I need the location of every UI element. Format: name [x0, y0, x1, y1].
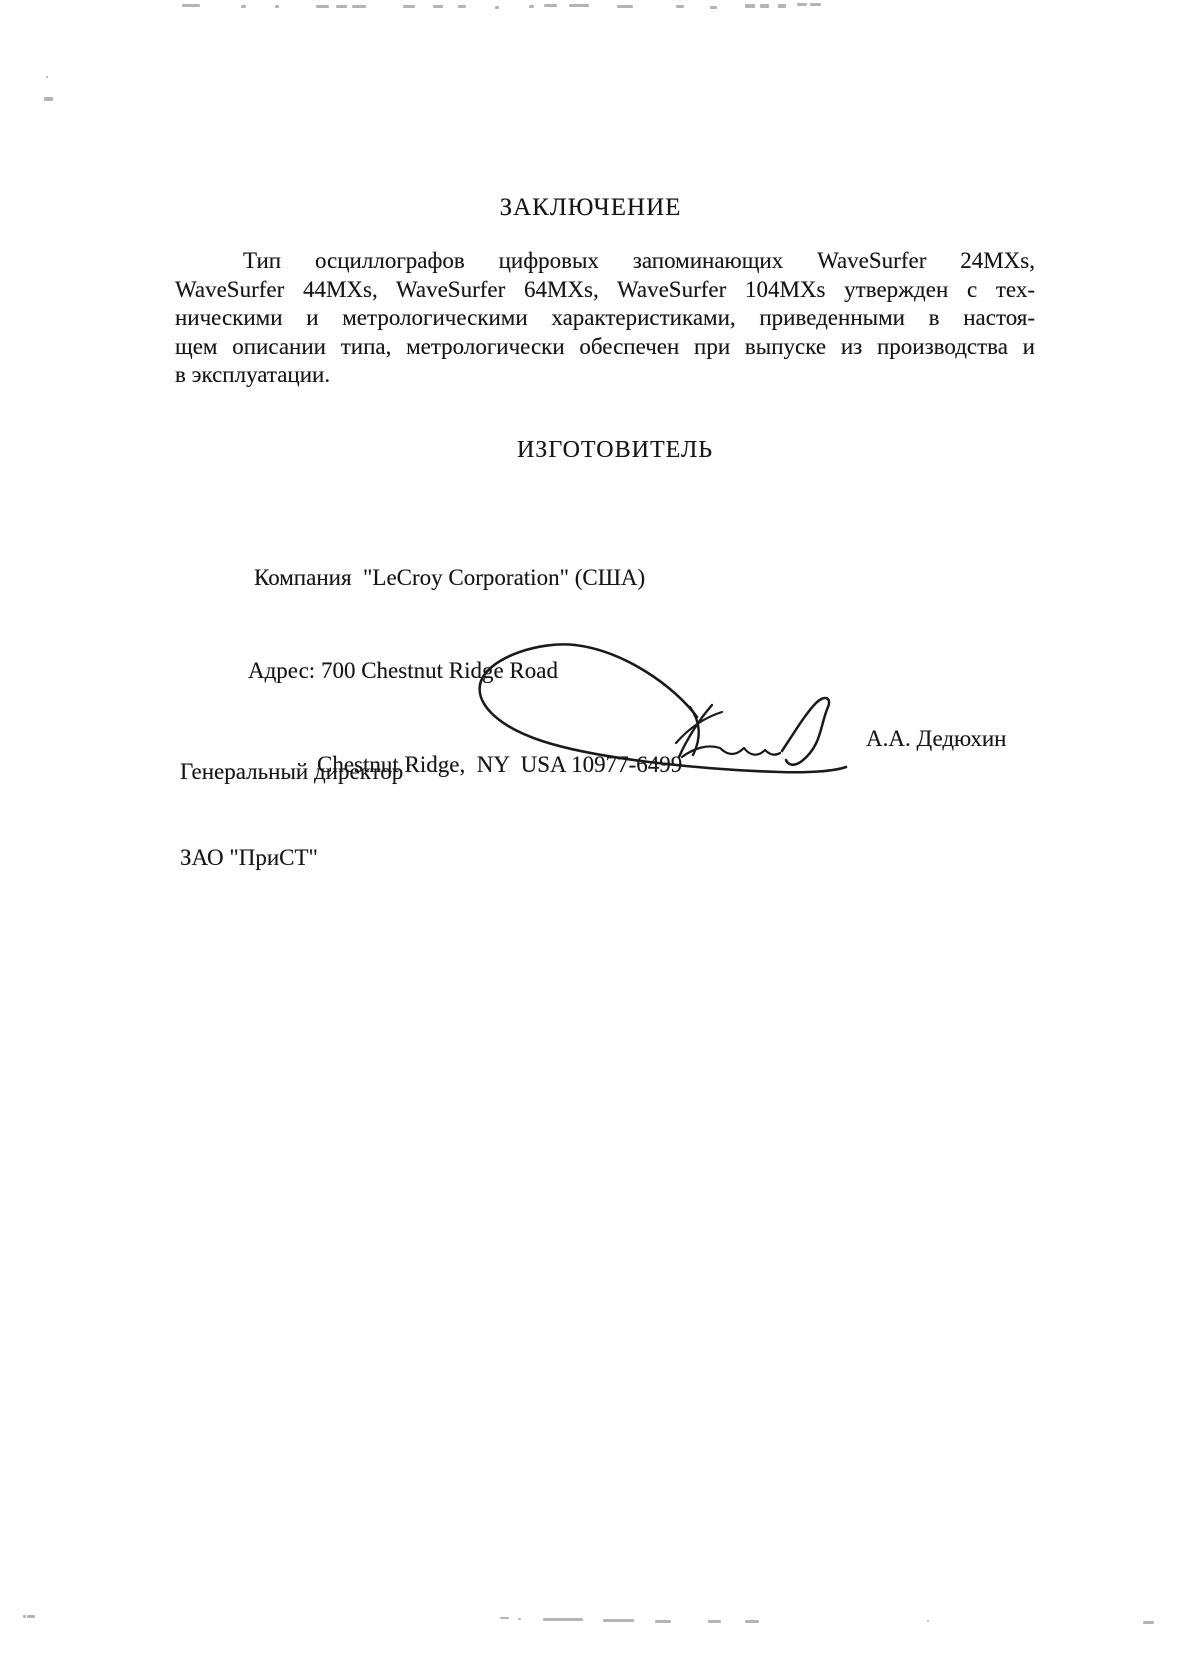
scan-artifact-mark	[336, 5, 347, 8]
manufacturer-heading: ИЗГОТОВИТЕЛЬ	[516, 437, 714, 463]
scan-artifact-mark	[676, 5, 684, 8]
scan-artifact-mark	[316, 5, 329, 8]
scan-artifact-mark	[529, 5, 534, 8]
scan-artifact-mark	[275, 5, 279, 8]
scan-artifact-mark	[403, 5, 415, 8]
scan-artifact-mark	[778, 4, 786, 8]
scan-artifact-mark	[710, 6, 717, 9]
paragraph-line: WaveSurfer 44MXs, WaveSurfer 64MXs, WaveSurfer 104MXs утвержден с тех-	[175, 276, 1035, 302]
scan-artifact-mark	[810, 3, 821, 6]
manufacturer-address1: Адрес: 700 Chestnut Ridge Road	[248, 658, 558, 684]
paragraph-line: в эксплуатации.	[175, 362, 331, 388]
document-title: ЗАКЛЮЧЕНИЕ	[499, 194, 682, 221]
scan-artifact-mark	[518, 1618, 521, 1620]
signatory-position	[180, 701, 403, 930]
paragraph-line: ническими и метрологическими характеристиками, приведенными в настоя-	[175, 305, 1035, 331]
scan-artifact-mark	[708, 1620, 721, 1623]
paragraph-line: щем описании типа, метрологически обеспечен при выпуске из производства и	[175, 333, 1035, 359]
scan-artifact-mark	[458, 5, 466, 8]
scan-artifact-mark	[182, 4, 200, 7]
manufacturer-company: Компания "LeCroy Corporation" (США)	[254, 564, 646, 590]
scan-artifact-mark	[603, 1619, 634, 1622]
scan-artifact-mark	[760, 4, 769, 8]
scan-artifact-mark	[500, 1617, 509, 1619]
scan-artifact-mark	[44, 97, 53, 101]
scan-artifact-mark	[23, 1615, 26, 1618]
scan-artifact-mark	[46, 76, 48, 78]
signatory-position-line1: Генеральный директор	[180, 759, 404, 785]
signatory-name: А.А. Дедюхин	[866, 726, 1007, 751]
signature	[450, 595, 860, 785]
scan-artifact-mark	[433, 5, 443, 8]
scan-artifact-mark	[617, 5, 633, 8]
scan-artifact-mark	[797, 3, 807, 6]
scan-artifact-mark	[241, 5, 246, 8]
paragraph-line: Тип осциллографов цифровых запоминающих WaveSurfer 24MXs,	[243, 248, 1035, 273]
scan-artifact-mark	[927, 1620, 929, 1622]
conclusion-paragraph	[175, 247, 1035, 390]
scan-artifact-mark	[27, 1615, 35, 1618]
scan-artifact-mark	[1143, 1621, 1154, 1624]
scan-artifact-mark	[745, 4, 755, 8]
scan-artifact-mark	[745, 1620, 759, 1623]
scan-artifact-mark	[655, 1620, 671, 1623]
scan-artifact-mark	[544, 4, 557, 7]
scan-artifact-mark	[543, 1618, 583, 1621]
scan-artifact-mark	[495, 6, 499, 9]
manufacturer-address2: Chestnut Ridge, NY USA 10977-6499	[317, 752, 683, 778]
scan-artifact-mark	[352, 5, 366, 8]
scan-artifact-mark	[569, 4, 589, 7]
signatory-position-line2: ЗАО "ПриСТ"	[180, 844, 318, 870]
